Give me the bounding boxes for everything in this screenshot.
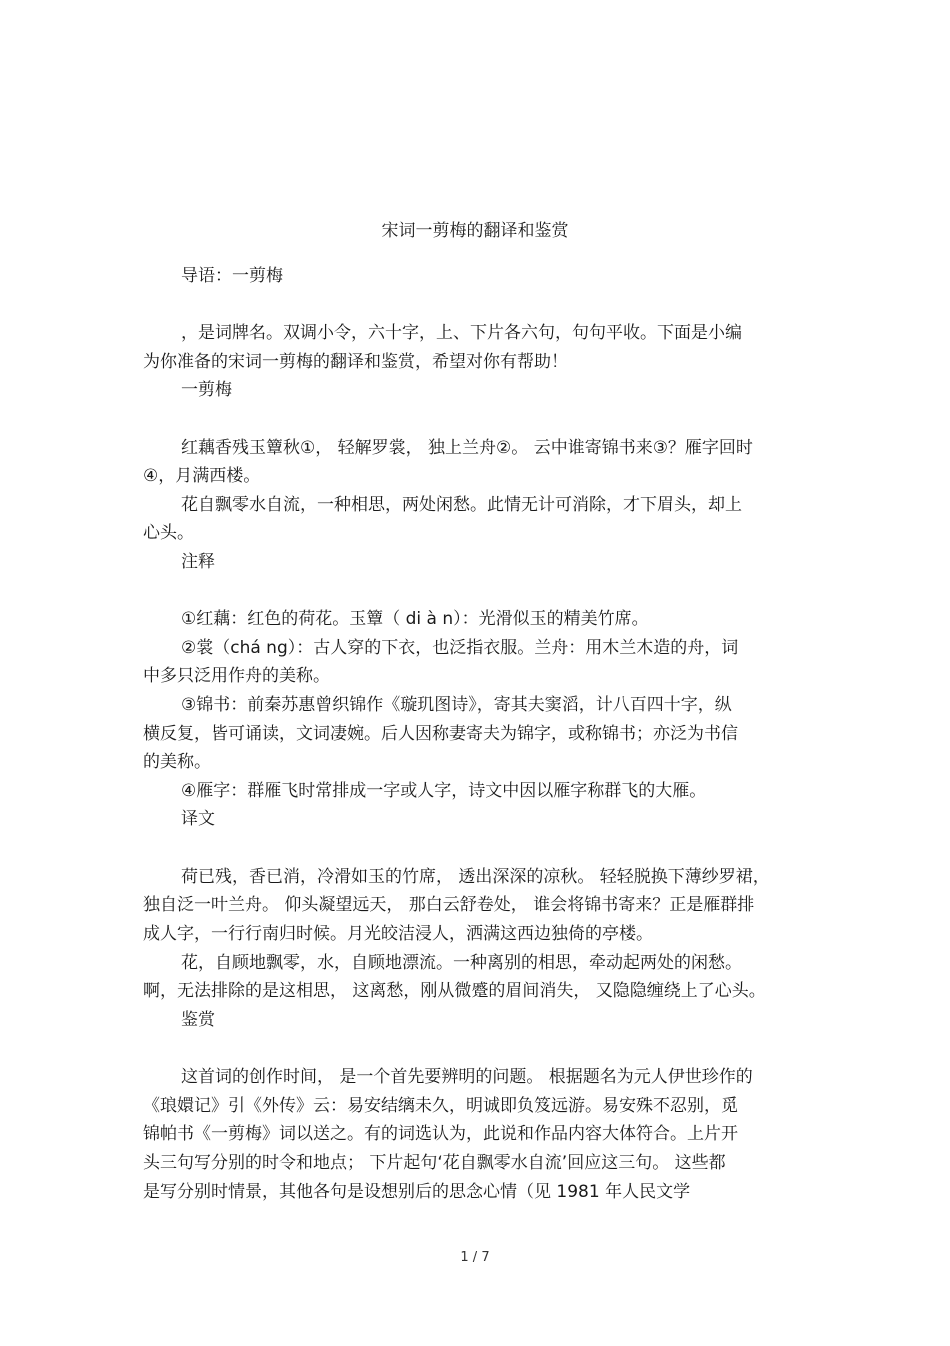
section-heading: 译文	[181, 809, 215, 829]
note-line: ②裳（chá ng）：古人穿的下衣，也泛指衣服。兰舟：用木兰木造的舟，词	[181, 638, 739, 658]
appreciation-line: 头三句写分别的时令和地点； 下片起句‘花自飘零水自流’回应这三句。 这些都	[143, 1153, 726, 1173]
translation-line: 荷已残，香已消，冷滑如玉的竹席， 透出深深的凉秋。 轻轻脱换下薄纱罗裙，	[181, 867, 770, 887]
note-line: ④雁字：群雁飞时常排成一字或人字，诗文中因以雁字称群飞的大雁。	[181, 781, 707, 801]
note-line: ①红藕：红色的荷花。玉簟（ di à n）：光滑似玉的精美竹席。	[181, 609, 649, 629]
page-number: 1 / 7	[460, 1250, 490, 1265]
appreciation-line: 是写分别时情景，其他各句是设想别后的思念心情（见 1981 年人民文学	[143, 1182, 691, 1202]
appreciation-line: 《琅嬛记》引《外传》云：易安结缡未久，明诚即负笈远游。易安殊不忍别，觅	[143, 1096, 738, 1116]
appreciation-line: 锦帕书《一剪梅》词以送之。有的词选认为，此说和作品内容大体符合。上片开	[143, 1124, 738, 1144]
note-line: 的美称。	[143, 752, 211, 772]
section-heading: 鉴赏	[181, 1010, 215, 1030]
note-line: 横反复，皆可诵读，文词凄婉。后人因称妻寄夫为锦字，或称锦书；亦泛为书信	[143, 724, 738, 744]
paragraph-line: 为你准备的宋词一剪梅的翻译和鉴赏，希望对你有帮助！	[143, 352, 568, 372]
note-line: ③锦书：前秦苏惠曾织锦作《璇玑图诗》，寄其夫窦滔，计八百四十字，纵	[181, 695, 732, 715]
translation-line: 成人字，一行行南归时候。月光皎洁浸人，洒满这西边独倚的亭楼。	[143, 924, 653, 944]
poem-line: 花自飘零水自流，一种相思，两处闲愁。此情无计可消除，才下眉头，却上	[181, 495, 742, 515]
poem-line: ④，月满西楼。	[143, 466, 261, 486]
section-heading: 一剪梅	[181, 380, 232, 400]
poem-line: 红藕香残玉簟秋①， 轻解罗裳， 独上兰舟②。 云中谁寄锦书来③？雁字回时	[181, 438, 753, 458]
section-heading: 注释	[181, 552, 215, 572]
page-title: 宋词一剪梅的翻译和鉴赏	[381, 221, 569, 241]
appreciation-line: 这首词的创作时间， 是一个首先要辨明的问题。 根据题名为元人伊世珍作的	[181, 1067, 753, 1087]
translation-line: 独自泛一叶兰舟。 仰头凝望远天， 那白云舒卷处， 谁会将锦书寄来？正是雁群排	[143, 895, 755, 915]
intro-line: 导语：一剪梅	[181, 266, 283, 286]
poem-line: 心头。	[143, 523, 194, 543]
translation-line: 啊，无法排除的是这相思， 这离愁，刚从微蹙的眉间消失， 又隐隐缠绕上了心头。	[143, 981, 766, 1001]
paragraph-line: ，是词牌名。双调小令，六十字，上、下片各六句，句句平收。下面是小编	[181, 323, 742, 343]
note-line: 中多只泛用作舟的美称。	[143, 666, 330, 686]
translation-line: 花，自顾地飘零，水，自顾地漂流。一种离别的相思，牵动起两处的闲愁。	[181, 953, 742, 973]
